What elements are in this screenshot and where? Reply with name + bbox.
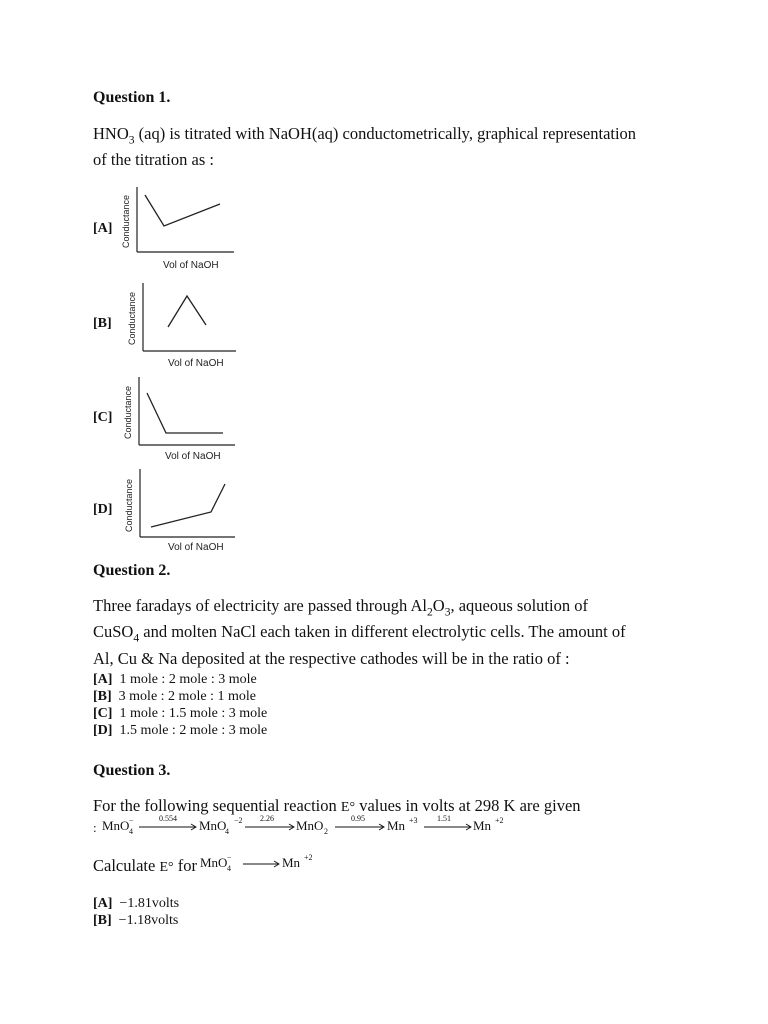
svg-text:+2: +2 [495,816,504,825]
q1-graph-b-ylabel: Conductance [127,291,137,345]
q1-graph-d-ylabel: Conductance [124,478,134,532]
question-3-options [93,895,179,929]
q1-option-c-label: [C] [93,410,113,425]
svg-text:MnO: MnO [200,855,228,870]
question-2-options [93,671,267,739]
question-2-title: Question 2. [93,562,171,579]
q3-reaction-sequence [93,810,513,845]
q3-species-1: MnO [102,818,130,833]
q2-option-c[interactable]: [C] 1 mole : 1.5 mole : 3 mole [93,706,268,721]
svg-text:4: 4 [129,827,133,836]
question-3-text: For the following sequential reaction E° values in volts at 298 K are given [93,796,581,815]
svg-text:+2: +2 [304,853,313,862]
q3-calculate-text: Calculate E° for [93,856,197,875]
q1-graph-b-curve [168,296,206,327]
q3-species-3: MnO [296,818,324,833]
svg-text:4: 4 [225,827,229,836]
q3-species-4: Mn [387,818,406,833]
q3-option-a[interactable]: [A] −1.81volts [93,896,180,911]
q1-option-a-label: [A] [93,221,113,236]
question-2-text: Three faradays of electricity are passed through $Al_2O_3$, aqueous solution of CuSO$_4$ and molten NaCl each taken in different electrolytic cells. The amount of Al, Cu & Na deposited at the respective cathodes will be in the ratio of : [93,596,626,668]
svg-text:−2: −2 [234,816,243,825]
q3-calculate-reaction [200,850,330,881]
q1-graph-a-curve [145,195,220,226]
q1-graph-c-ylabel: Conductance [123,385,133,439]
q1-graph-a-ylabel: Conductance [121,194,131,248]
q2-option-a[interactable]: [A] 1 mole : 2 mole : 3 mole [93,672,257,687]
q3-arrow-value-1: 0.554 [159,814,177,823]
q3-arrow-value-4: 1.51 [437,814,451,823]
q3-colon: : [93,820,97,835]
q1-graph-c-xlabel: Vol of NaOH [165,451,221,462]
q1-graph-b-xlabel: Vol of NaOH [168,358,224,369]
svg-text:4: 4 [227,864,231,873]
svg-text:+3: +3 [409,816,418,825]
q1-graph-d-curve [151,484,225,527]
svg-text:−: − [227,853,232,862]
q1-graph-d-xlabel: Vol of NaOH [168,542,224,553]
q1-graph-a-xlabel: Vol of NaOH [163,260,219,271]
q1-graph-c [118,375,243,467]
q3-option-b[interactable]: [B] −1.18volts [93,913,179,928]
q3-arrow-value-3: 0.95 [351,814,365,823]
svg-text:−: − [129,816,134,825]
question-1-title: Question 1. [93,89,171,106]
q3-species-5: Mn [473,818,492,833]
q3-arrow-value-2: 2.26 [260,814,274,823]
q1-graph-d [118,466,243,558]
q3-species-2: MnO [199,818,227,833]
q2-option-b[interactable]: [B] 3 mole : 2 mole : 1 mole [93,689,256,704]
q1-graph-b [122,281,247,373]
q2-option-d[interactable]: [D] 1.5 mole : 2 mole : 3 mole [93,723,268,738]
svg-text:Mn: Mn [282,855,301,870]
question-3-title: Question 3. [93,762,171,779]
svg-text:2: 2 [324,827,328,836]
q1-option-b-label: [B] [93,316,112,331]
question-1-text: $HNO_3$ (aq) is titrated with NaOH(aq) conductometrically, graphical representation of the titration as : [93,124,637,170]
q1-option-d-label: [D] [93,502,113,517]
q1-graph-a [116,183,241,275]
q1-graph-c-curve [147,393,223,433]
